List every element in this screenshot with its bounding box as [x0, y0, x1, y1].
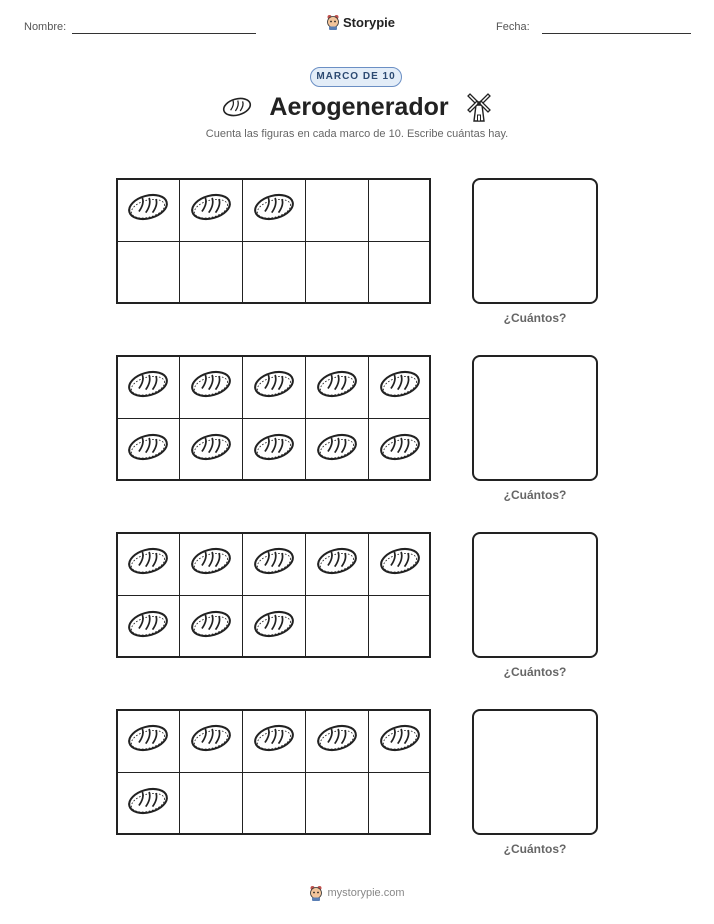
answer-box[interactable] — [472, 532, 598, 658]
footer-url: mystorypie.com — [327, 887, 405, 899]
bread-loaf-icon — [377, 544, 423, 583]
frame-cell — [368, 418, 431, 481]
frame-cell — [368, 595, 431, 658]
name-line — [72, 33, 256, 34]
bread-loaf-icon — [188, 544, 234, 583]
bread-loaf-icon — [377, 367, 423, 406]
count-question-label: ¿Cuántos? — [503, 488, 567, 502]
frame-cell — [116, 241, 179, 304]
frame-cell — [116, 355, 179, 418]
frame-cell — [368, 709, 431, 772]
frame-cell — [179, 418, 242, 481]
frame-cell — [305, 418, 368, 481]
date-line — [542, 33, 691, 34]
frame-cell — [116, 709, 179, 772]
frame-cell — [305, 178, 368, 241]
footer — [0, 885, 714, 901]
frame-cell — [368, 241, 431, 304]
brand-logo — [326, 14, 395, 30]
worksheet-title: Aerogenerador — [269, 92, 449, 121]
frame-cell — [242, 595, 305, 658]
frame-cell — [179, 355, 242, 418]
frame-cell — [242, 709, 305, 772]
frame-cell — [368, 532, 431, 595]
bread-loaf-icon — [188, 367, 234, 406]
bread-loaf-icon — [125, 607, 171, 646]
bread-loaf-icon — [251, 367, 297, 406]
bread-loaf-icon — [251, 721, 297, 760]
frame-cell — [116, 532, 179, 595]
ten-frame — [116, 709, 431, 835]
frame-cell — [305, 532, 368, 595]
frame-cell — [242, 355, 305, 418]
frame-cell — [179, 709, 242, 772]
frame-cell — [305, 355, 368, 418]
count-question-label: ¿Cuántos? — [503, 311, 567, 325]
brand-name: Storypie — [343, 14, 396, 30]
answer-box[interactable] — [472, 709, 598, 835]
count-question-label: ¿Cuántos? — [503, 665, 567, 679]
bread-loaf-icon — [221, 95, 253, 119]
ten-frame — [116, 532, 431, 658]
bread-loaf-icon — [251, 430, 297, 469]
frame-cell — [179, 532, 242, 595]
bread-loaf-icon — [251, 544, 297, 583]
frame-cell — [305, 709, 368, 772]
bread-loaf-icon — [125, 367, 171, 406]
frame-cell — [242, 772, 305, 835]
windmill-icon — [465, 92, 493, 122]
ten-frame — [116, 355, 431, 481]
worksheet-badge: MARCO DE 10 — [310, 67, 402, 87]
bread-loaf-icon — [377, 430, 423, 469]
bread-loaf-icon — [251, 607, 297, 646]
storypie-mascot-icon — [309, 885, 323, 901]
bread-loaf-icon — [314, 430, 360, 469]
frame-cell — [179, 241, 242, 304]
bread-loaf-icon — [188, 430, 234, 469]
frame-cell — [305, 595, 368, 658]
bread-loaf-icon — [125, 784, 171, 823]
frame-cell — [305, 772, 368, 835]
frame-cell — [305, 241, 368, 304]
storypie-mascot-icon — [326, 14, 340, 30]
bread-loaf-icon — [125, 430, 171, 469]
bread-loaf-icon — [125, 721, 171, 760]
instructions: Cuenta las figuras en cada marco de 10. Escribe cuántas hay. — [205, 128, 509, 140]
bread-loaf-icon — [377, 721, 423, 760]
frame-cell — [242, 241, 305, 304]
bread-loaf-icon — [188, 607, 234, 646]
bread-loaf-icon — [188, 721, 234, 760]
bread-loaf-icon — [314, 544, 360, 583]
title-row — [0, 92, 714, 122]
bread-loaf-icon — [188, 190, 234, 229]
answer-box[interactable] — [472, 355, 598, 481]
frame-cell — [179, 772, 242, 835]
bread-loaf-icon — [251, 190, 297, 229]
frame-cell — [242, 178, 305, 241]
bread-loaf-icon — [125, 190, 171, 229]
frame-cell — [242, 418, 305, 481]
frame-cell — [179, 178, 242, 241]
count-question-label: ¿Cuántos? — [503, 842, 567, 856]
frame-cell — [242, 532, 305, 595]
bread-loaf-icon — [314, 721, 360, 760]
frame-cell — [116, 595, 179, 658]
ten-frame — [116, 178, 431, 304]
answer-box[interactable] — [472, 178, 598, 304]
frame-cell — [116, 772, 179, 835]
bread-loaf-icon — [314, 367, 360, 406]
frame-cell — [116, 418, 179, 481]
date-label: Fecha: — [496, 21, 530, 33]
frame-cell — [368, 178, 431, 241]
frame-cell — [116, 178, 179, 241]
frame-cell — [179, 595, 242, 658]
bread-loaf-icon — [125, 544, 171, 583]
frame-cell — [368, 772, 431, 835]
frame-cell — [368, 355, 431, 418]
name-label: Nombre: — [24, 21, 67, 33]
